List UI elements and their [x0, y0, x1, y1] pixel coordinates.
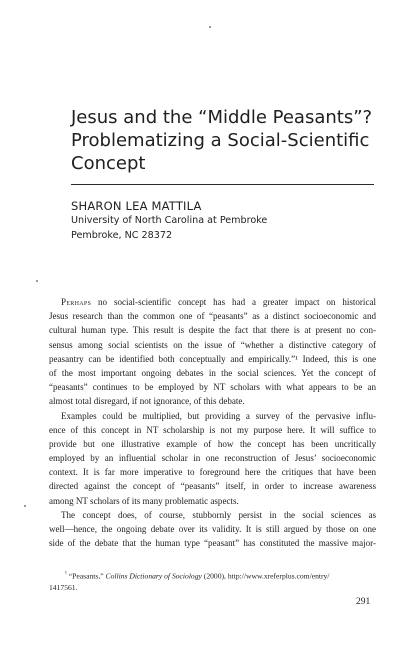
body-line: The concept does, of course, stubbornly persist in the social sciences as: [61, 509, 376, 520]
body-line: “peasants” continues to be employed by NT scholars with what appears to be an: [49, 382, 376, 393]
article-body: [49, 295, 376, 550]
body-line: almost total disregard, if not ignorance, of this debate.: [49, 396, 245, 407]
footnote-pre: “Peasants,”: [66, 571, 106, 581]
title-line: Problematizing a Social-Scientific: [71, 130, 370, 151]
author-block: [71, 199, 267, 243]
body-line: well—hence, the ongoing debate over its validity. It is still argued by those on one: [49, 524, 376, 534]
body-line: among NT scholars of its many problematic aspects.: [49, 495, 239, 506]
scan-speck: [24, 505, 26, 507]
footnote-marker: ¹: [65, 570, 67, 577]
footnote-line: [49, 568, 376, 582]
title-line: Jesus and the “Middle Peasants”?: [71, 107, 373, 128]
body-line: [49, 295, 376, 309]
body-line: of the most important ongoing debates in the social sciences. Yet the concept of: [49, 367, 376, 378]
author-affiliation: University of North Carolina at Pembroke: [71, 215, 268, 226]
body-line: provide but one illustrative example of how the concept has been uncritically: [49, 438, 376, 449]
scan-speck: [209, 26, 211, 28]
body-line: Jesus research than the common one of “peasants” as a distinct socioeconomic and: [49, 311, 376, 322]
title-rule: [71, 184, 374, 185]
author-location: Pembroke, NC 28372: [71, 230, 173, 241]
footnote: [49, 568, 376, 594]
body-line: directed against the concept of “peasants” itself, in order to increase awareness: [49, 481, 376, 492]
footnote-source: Collins Dictionary of Sociology: [105, 571, 202, 581]
author-name: SHARON LEA MATTILA: [71, 199, 202, 213]
body-line-text: no social-scientific concept has had a greater impact on historical: [91, 297, 376, 307]
article-title: [71, 106, 381, 175]
body-line: context. It is far more imperative to foreground here the critiques that have been: [49, 467, 376, 478]
opening-word: Perhaps: [61, 297, 92, 307]
body-line: employed by an influential scholar in one reconstruction of Jesus’ socioeconomic: [49, 453, 376, 464]
footnote-link[interactable]: (2000), http://www.xreferplus.com/entry/: [201, 571, 330, 581]
body-line: peasantry can be identified both conceptually and empirically.”¹ Indeed, this is one: [49, 353, 376, 364]
body-line: ence of this concept in NT scholarship is not my purpose here. It will suffice to: [49, 424, 376, 435]
scan-speck: [36, 280, 38, 282]
body-line: cultural human type. This result is despite the fact that there is at present no con-: [49, 325, 376, 336]
title-line: Concept: [71, 153, 146, 174]
footnote-line: 1417561.: [49, 583, 78, 593]
body-line: Examples could be multiplied, but providing a survey of the pervasive influ-: [61, 410, 376, 421]
body-line: side of the debate that the human type “peasant” has constituted the massive major-: [49, 538, 376, 549]
body-line: sensus among social scientists on the issue of “whether a distinctive category of: [49, 339, 376, 350]
page-number: 291: [356, 597, 371, 607]
